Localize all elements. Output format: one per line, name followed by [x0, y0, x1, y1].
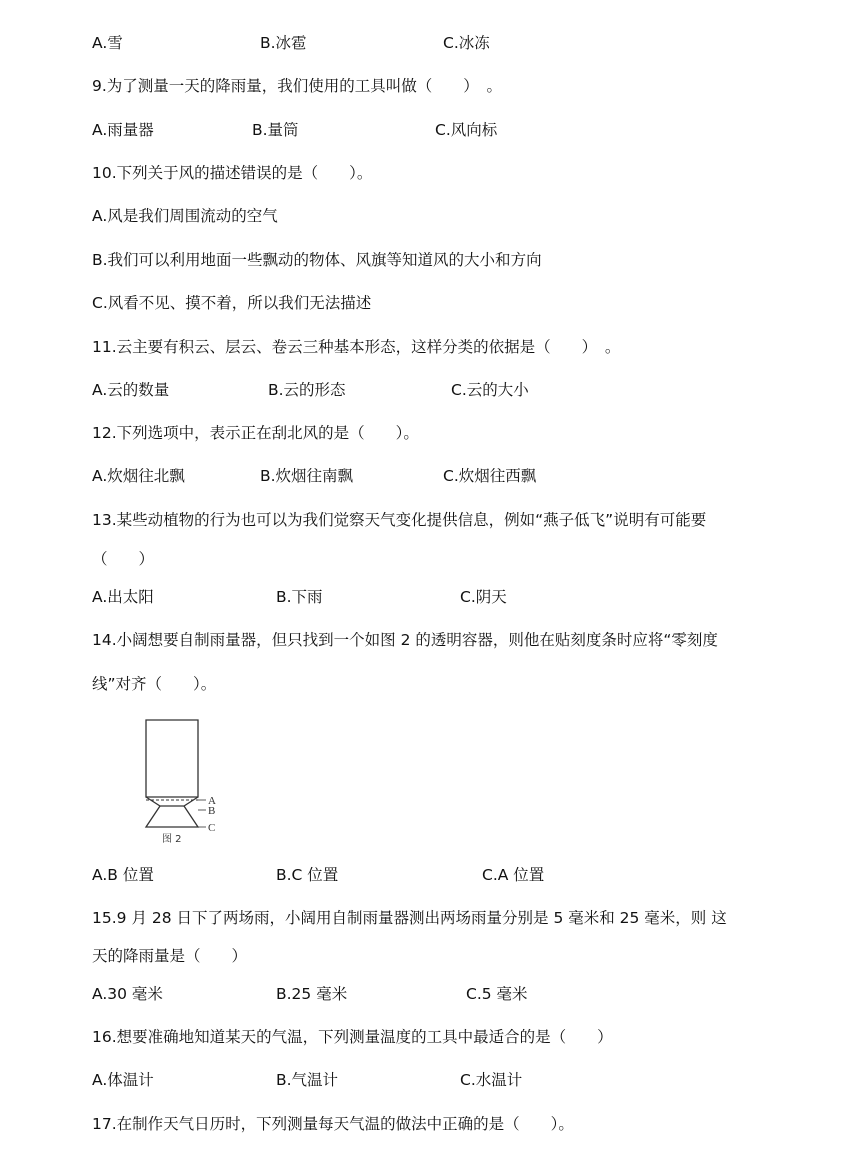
- q8-option-a: A.雪: [92, 34, 123, 52]
- q9-option-c: C.风向标: [435, 121, 498, 139]
- q13-option-b: B.下雨: [276, 588, 323, 606]
- q11-option-b: B.云的形态: [268, 381, 346, 399]
- q17-stem: 17.在制作天气日历时，下列测量每天气温的做法中正确的是（ ）。: [92, 1115, 574, 1133]
- q15-option-a: A.30 毫米: [92, 985, 163, 1003]
- q12-option-c: C.炊烟往西飘: [443, 467, 537, 485]
- figure-caption: 图 2: [162, 834, 182, 845]
- q12-option-b: B.炊烟往南飘: [260, 467, 354, 485]
- q12-option-a: A.炊烟往北飘: [92, 467, 185, 485]
- q11-option-c: C.云的大小: [451, 381, 529, 399]
- q13-stem-line2: （ ）: [92, 550, 155, 568]
- q10-option-c: C.风看不见、摸不着，所以我们无法描述: [92, 294, 372, 312]
- q16-option-b: B.气温计: [276, 1071, 339, 1089]
- q14-option-a: A.B 位置: [92, 866, 154, 884]
- q9-stem: 9.为了测量一天的降雨量，我们使用的工具叫做（ ） 。: [92, 77, 503, 95]
- q11-stem: 11.云主要有积云、层云、卷云三种基本形态，这样分类的依据是（ ） 。: [92, 338, 621, 356]
- q10-stem: 10.下列关于风的描述错误的是（ ）。: [92, 164, 373, 182]
- tube-outline: [146, 720, 198, 797]
- q9-option-b: B.量筒: [252, 121, 299, 139]
- q14-stem-line2: 线”对齐（ ）。: [92, 675, 217, 693]
- label-a: A: [208, 795, 216, 807]
- q16-stem: 16.想要准确地知道某天的气温，下列测量温度的工具中最适合的是（ ）: [92, 1028, 613, 1046]
- q14-stem-line1: 14.小阔想要自制雨量器，但只找到一个如图 2 的透明容器，则他在贴刻度条时应将“零刻度: [92, 631, 718, 649]
- q11-option-a: A.云的数量: [92, 381, 170, 399]
- neck-outline: [146, 797, 198, 806]
- q16-option-c: C.水温计: [460, 1071, 523, 1089]
- q10-option-a: A.风是我们周围流动的空气: [92, 207, 278, 225]
- q12-stem: 12.下列选项中，表示正在刮北风的是（ ）。: [92, 424, 419, 442]
- q15-stem-line2: 天的降雨量是（ ）: [92, 947, 248, 965]
- q13-option-c: C.阴天: [460, 588, 507, 606]
- q8-option-b: B.冰雹: [260, 34, 307, 52]
- q15-option-c: C.5 毫米: [466, 985, 528, 1003]
- q13-stem-line1: 13.某些动植物的行为也可以为我们觉察天气变化提供信息，例如“燕子低飞”说明有可能要: [92, 511, 707, 529]
- base-outline: [146, 806, 198, 827]
- q14-option-b: B.C 位置: [276, 866, 339, 884]
- q13-option-a: A.出太阳: [92, 588, 154, 606]
- q9-option-a: A.雨量器: [92, 121, 154, 139]
- container-figure: [138, 716, 238, 846]
- q8-option-c: C.冰冻: [443, 34, 490, 52]
- q16-option-a: A.体温计: [92, 1071, 154, 1089]
- q15-stem-line1: 15.9 月 28 日下了两场雨，小阔用自制雨量器测出两场雨量分别是 5 毫米和 25 毫米，则 这: [92, 909, 727, 927]
- label-c: C: [208, 822, 216, 834]
- label-b: B: [208, 805, 216, 817]
- q14-option-c: C.A 位置: [482, 866, 545, 884]
- q10-option-b: B.我们可以利用地面一些飘动的物体、风旗等知道风的大小和方向: [92, 251, 542, 269]
- q15-option-b: B.25 毫米: [276, 985, 348, 1003]
